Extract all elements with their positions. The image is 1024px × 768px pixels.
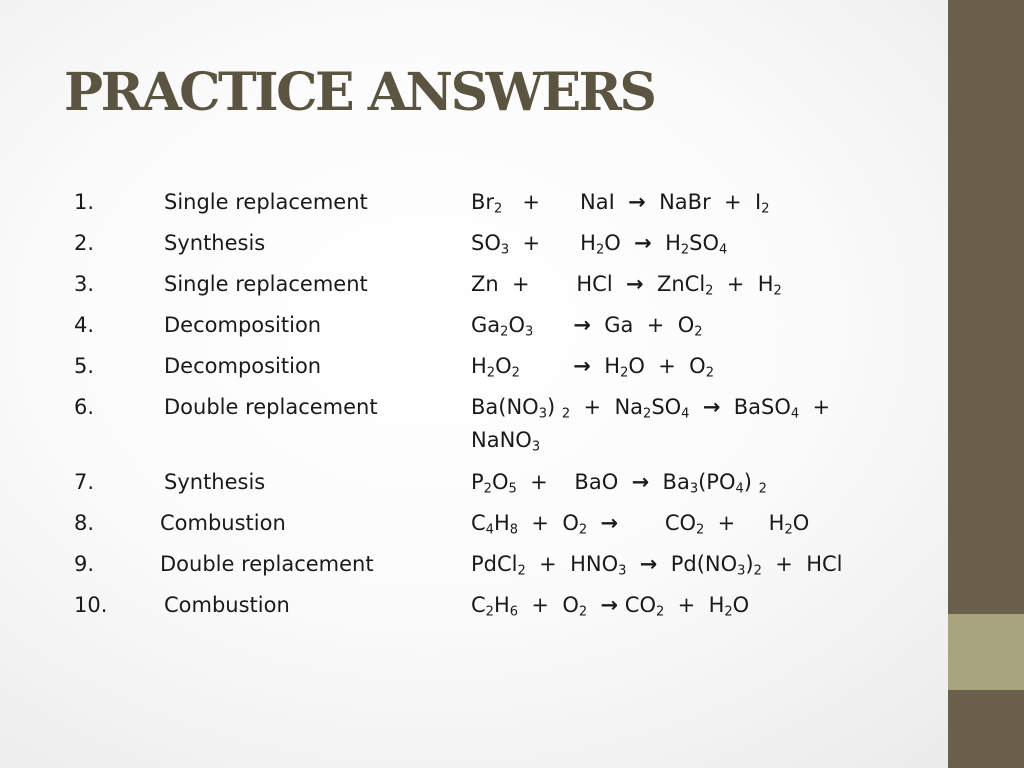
equation-text: [520, 354, 573, 378]
subscript: 4: [681, 406, 690, 422]
equation-text: SO: [471, 231, 501, 255]
subscript: 2: [483, 481, 492, 497]
subscript: 2: [578, 522, 588, 538]
answer-number: 6.: [74, 395, 95, 419]
answer-number: 4.: [74, 313, 95, 337]
answer-row-8: [74, 507, 934, 548]
subscript: 2: [517, 563, 526, 579]
equation-text: C: [471, 511, 486, 535]
yields-arrow-icon: →: [573, 354, 591, 378]
answer-row-9: [74, 548, 934, 589]
equation-text: H: [590, 354, 621, 378]
subscript: 2: [486, 365, 496, 381]
answer-number: 10.: [74, 593, 108, 617]
subscript: 2: [784, 522, 793, 538]
equation-text: ): [743, 470, 759, 494]
reaction-type: Combustion: [160, 511, 286, 535]
equation-text: [689, 395, 702, 419]
subscript: 3: [618, 563, 627, 579]
equation-text: O: [604, 231, 635, 255]
chemical-equation: [471, 309, 911, 342]
answer-number: 3.: [74, 272, 95, 296]
answer-row-10: [74, 589, 934, 630]
chemical-equation: [471, 268, 911, 301]
equation-text: H: [493, 511, 510, 535]
subscript: 6: [509, 604, 519, 620]
equation-text: + HCl: [761, 552, 843, 576]
yields-arrow-icon: →: [702, 395, 721, 419]
equation-text: + BaO: [516, 470, 632, 494]
equation-text: P: [471, 470, 484, 494]
answer-row-6: [74, 391, 934, 466]
subscript: 2: [705, 283, 714, 299]
chemical-equation: [471, 548, 911, 581]
reaction-type: Single replacement: [164, 190, 368, 214]
equation-text: + HNO: [525, 552, 619, 576]
yields-arrow-icon: →: [631, 470, 650, 494]
answers-list: [74, 186, 934, 630]
yields-arrow-icon: →: [573, 313, 591, 337]
sidebar-accent-block: [948, 614, 1024, 690]
subscript: 2: [696, 522, 705, 538]
equation-text: CO: [618, 511, 697, 535]
yields-arrow-icon: →: [626, 272, 644, 296]
yields-arrow-icon: →: [600, 511, 619, 535]
equation-text: + NaI: [502, 190, 629, 214]
equation-text: + Na: [570, 395, 644, 419]
equation-text: Pd(NO: [657, 552, 738, 576]
subscript: 2: [694, 324, 703, 340]
subscript: 2: [643, 406, 652, 422]
equation-text: O: [508, 313, 525, 337]
equation-text: O + O: [628, 354, 706, 378]
equation-text: O: [732, 593, 750, 617]
chemical-equation: [471, 350, 911, 383]
equation-text: Zn + HCl: [471, 272, 627, 296]
equation-text: [626, 552, 639, 576]
answer-number: 1.: [74, 190, 95, 214]
equation-text: Br: [471, 190, 495, 214]
reaction-type: Combustion: [164, 593, 290, 617]
subscript: 3: [737, 563, 746, 579]
equation-text: NaBr + I: [645, 190, 762, 214]
reaction-type: Double replacement: [160, 552, 374, 576]
answer-row-5: [74, 350, 934, 391]
subscript: 2: [561, 406, 571, 422]
subscript: 2: [758, 481, 767, 497]
subscript: 2: [773, 283, 782, 299]
answer-number: 5.: [74, 354, 95, 378]
answer-row-1: [74, 186, 934, 227]
equation-text: (PO: [698, 470, 736, 494]
answer-row-3: [74, 268, 934, 309]
chemical-equation: [471, 466, 911, 499]
subscript: 2: [680, 242, 690, 258]
answer-number: 9.: [74, 552, 95, 576]
equation-text: ): [745, 552, 754, 576]
answer-number: 2.: [74, 231, 95, 255]
yields-arrow-icon: →: [600, 593, 619, 617]
equation-text: [587, 593, 600, 617]
equation-text: + H: [509, 231, 596, 255]
equation-text: PdCl: [471, 552, 518, 576]
equation-text: Ba(NO: [471, 395, 539, 419]
equation-text: O: [792, 511, 810, 535]
subscript: 2: [485, 604, 494, 620]
subscript: 2: [511, 365, 520, 381]
equation-text: + H: [713, 272, 774, 296]
reaction-type: Synthesis: [164, 231, 266, 255]
equation-text: CO: [618, 593, 656, 617]
subscript: 3: [531, 439, 541, 455]
subscript: 3: [538, 406, 547, 422]
equation-text: BaSO: [720, 395, 791, 419]
equation-text: Ga: [471, 313, 501, 337]
answer-number: 8.: [74, 511, 95, 535]
equation-text: + NaNO: [471, 395, 844, 452]
answer-row-7: [74, 466, 934, 507]
equation-text: SO: [651, 395, 682, 419]
equation-text: ): [547, 395, 562, 419]
reaction-type: Synthesis: [164, 470, 266, 494]
equation-text: Ga + O: [590, 313, 695, 337]
subscript: 2: [500, 324, 509, 340]
subscript: 4: [485, 522, 494, 538]
reaction-type: Single replacement: [164, 272, 368, 296]
reaction-type: Decomposition: [164, 354, 322, 378]
chemical-equation: [471, 507, 911, 540]
answer-row-4: [74, 309, 934, 350]
subscript: 5: [508, 481, 517, 497]
subscript: 3: [689, 481, 699, 497]
equation-text: + O: [518, 593, 579, 617]
yields-arrow-icon: →: [628, 190, 646, 214]
equation-text: [533, 313, 573, 337]
equation-text: H: [471, 354, 487, 378]
equation-text: O: [495, 354, 512, 378]
subscript: 2: [705, 365, 714, 381]
chemical-equation: [471, 186, 911, 219]
subscript: 2: [595, 242, 605, 258]
answer-number: 7.: [74, 470, 95, 494]
equation-text: + H: [664, 593, 725, 617]
subscript: 3: [500, 242, 510, 258]
yields-arrow-icon: →: [639, 552, 658, 576]
subscript: 2: [761, 201, 770, 217]
equation-text: + H: [704, 511, 785, 535]
subscript: 2: [578, 604, 588, 620]
subscript: 2: [620, 365, 629, 381]
subscript: 2: [655, 604, 665, 620]
yields-arrow-icon: →: [634, 231, 652, 255]
slide-title: PRACTICE ANSWERS: [64, 62, 655, 123]
equation-text: Ba: [649, 470, 690, 494]
equation-text: + O: [518, 511, 579, 535]
subscript: 2: [724, 604, 733, 620]
equation-text: O: [491, 470, 509, 494]
subscript: 4: [790, 406, 800, 422]
equation-text: SO: [689, 231, 720, 255]
answer-row-2: [74, 227, 934, 268]
chemical-equation: [471, 227, 911, 260]
equation-text: C: [471, 593, 486, 617]
equation-text: H: [493, 593, 510, 617]
reaction-type: Decomposition: [164, 313, 322, 337]
subscript: 4: [719, 242, 728, 258]
equation-text: H: [651, 231, 681, 255]
subscript: 8: [509, 522, 519, 538]
chemical-equation: [471, 391, 911, 457]
equation-text: ZnCl: [643, 272, 706, 296]
subscript: 3: [524, 324, 534, 340]
subscript: 2: [494, 201, 503, 217]
subscript: 2: [753, 563, 762, 579]
subscript: 4: [735, 481, 744, 497]
chemical-equation: [471, 589, 911, 622]
reaction-type: Double replacement: [164, 395, 378, 419]
equation-text: [587, 511, 600, 535]
